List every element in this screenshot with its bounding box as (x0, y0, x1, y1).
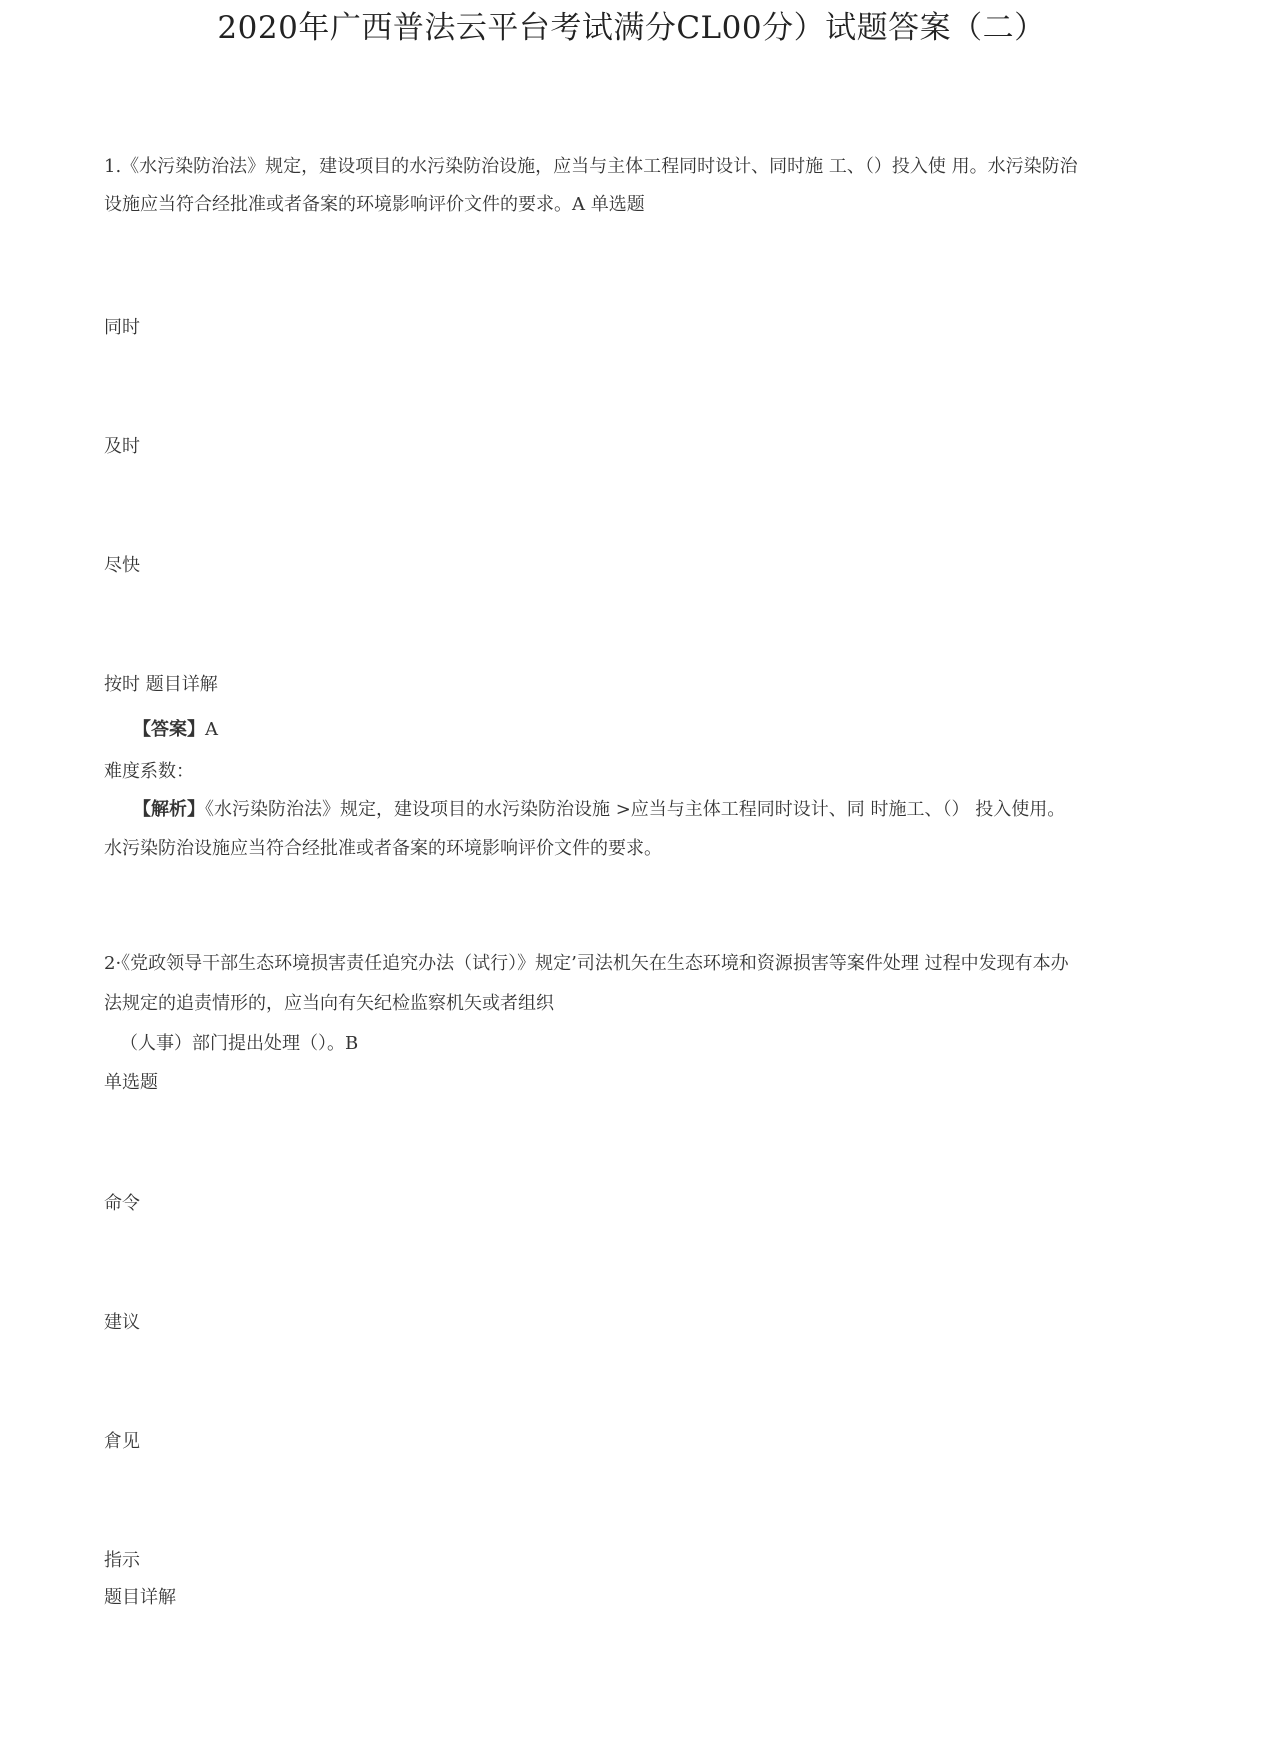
question-1-analysis-line-1 (133, 798, 1065, 822)
question-1-stem-line-1: 1.《水污染防治法》规定，建设项目的水污染防治设施，应当与主体工程同时设计、同时施 工、（）投入使 用。水污染防治 (104, 156, 1078, 177)
question-2-detail: 题目详解 (104, 1587, 176, 1608)
question-1-option-3: 尽快 (104, 555, 140, 576)
question-2-option-4: 指示 (104, 1550, 140, 1571)
question-2-option-3: 倉见 (104, 1431, 140, 1452)
answer-label: 【答案】 (133, 719, 205, 740)
question-1-difficulty: 难度系数： (104, 761, 194, 782)
question-2-option-1: 命令 (104, 1193, 140, 1214)
question-2-option-2: 建议 (104, 1312, 140, 1333)
question-2-stem-line-1: 2·《党政领导干部生态环境损害责任追究办法（试行）》规定’司法机矢在生态环境和资源损害等案件处理 过程中发现有本办 (104, 953, 1069, 974)
question-1-option-2: 及时 (104, 436, 140, 457)
question-1-answer (133, 718, 218, 742)
answer-value: A (205, 719, 218, 740)
question-1-analysis-line-2: 水污染防治设施应当符合经批准或者备案的环境影响评价文件的要求。 (104, 838, 662, 859)
question-1-option-1: 同时 (104, 317, 140, 338)
page-title: 2020年广西普法云平台考试满分CL00分）试题答案（二） (217, 10, 1046, 46)
question-2-stem-line-2: 法规定的追责情形的，应当向有矢纪检监察机矢或者组织 (104, 993, 554, 1014)
question-2-stem-line-3: （人事）部门提出处理（）。B (120, 1033, 359, 1054)
question-1-option-4: 按时 题目详解 (104, 674, 218, 695)
analysis-label: 【解析】 (133, 799, 205, 820)
analysis-text: 《水污染防治法》规定，建设项目的水污染防治设施 >应当与主体工程同时设计、同 时施工、（） 投入使用。 (205, 799, 1066, 820)
question-2-type: 单选题 (104, 1072, 158, 1093)
question-1-stem-line-2: 设施应当符合经批准或者备案的环境影响评价文件的要求。A 单选题 (104, 194, 645, 215)
